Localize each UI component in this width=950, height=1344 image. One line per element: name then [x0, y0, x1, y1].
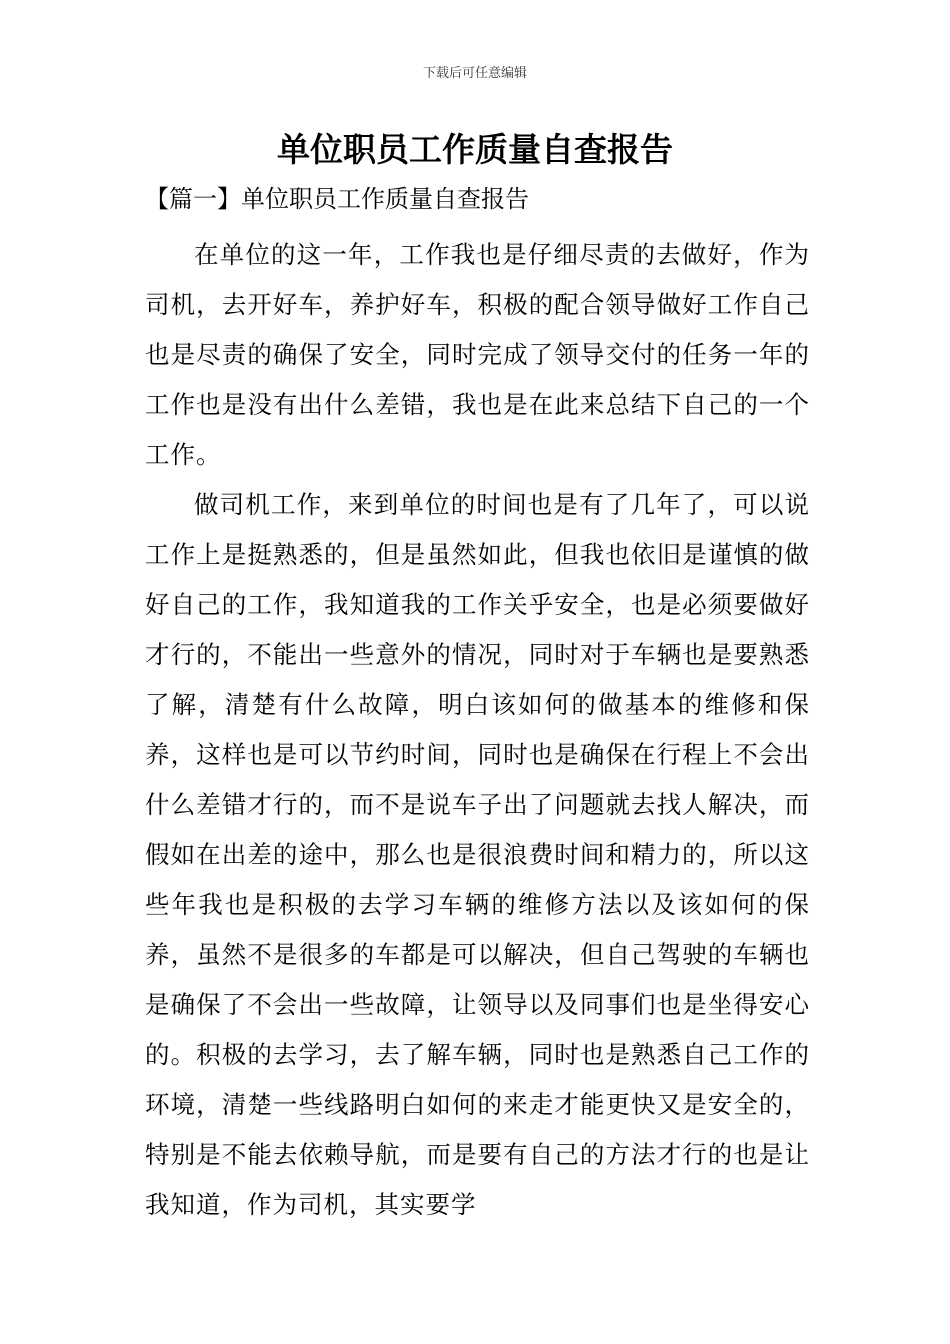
- document-body: [145, 230, 810, 1230]
- paragraph-2: 做司机工作，来到单位的时间也是有了几年了，可以说工作上是挺熟悉的，但是虽然如此，但我也依旧是谨慎的做好自己的工作，我知道我的工作关乎安全，也是必须要做好才行的，不能出一些意外的情况，同时对于车辆也是要熟悉了解，清楚有什么故障，明白该如何的做基本的维修和保养，这样也是可以节约时间，同时也是确保在行程上不会出什么差错才行的，而不是说车子出了问题就去找人解决，而假如在出差的途中，那么也是很浪费时间和精力的，所以这些年我也是积极的去学习车辆的维修方法以及该如何的保养，虽然不是很多的车都是可以解决，但自己驾驶的车辆也是确保了不会出一些故障，让领导以及同事们也是坐得安心的。积极的去学习，去了解车辆，同时也是熟悉自己工作的环境，清楚一些线路明白如何的来走才能更快又是安全的，特别是不能去依赖导航，而是要有自己的方法才行的也是让我知道，作为司机，其实要学: [145, 490, 810, 1219]
- section-heading: 【篇一】单位职员工作质量自查报告: [145, 185, 529, 213]
- document-title: 单位职员工作质量自查报告: [277, 130, 673, 169]
- header-note: 下载后可任意编辑: [422, 66, 527, 81]
- paragraph-1: 在单位的这一年，工作我也是仔细尽责的去做好，作为司机，去开好车，养护好车，积极的配合领导做好工作自己也是尽责的确保了安全，同时完成了领导交付的任务一年的工作也是没有出什么差错，我也是在此来总结下自己的一个工作。: [145, 240, 810, 469]
